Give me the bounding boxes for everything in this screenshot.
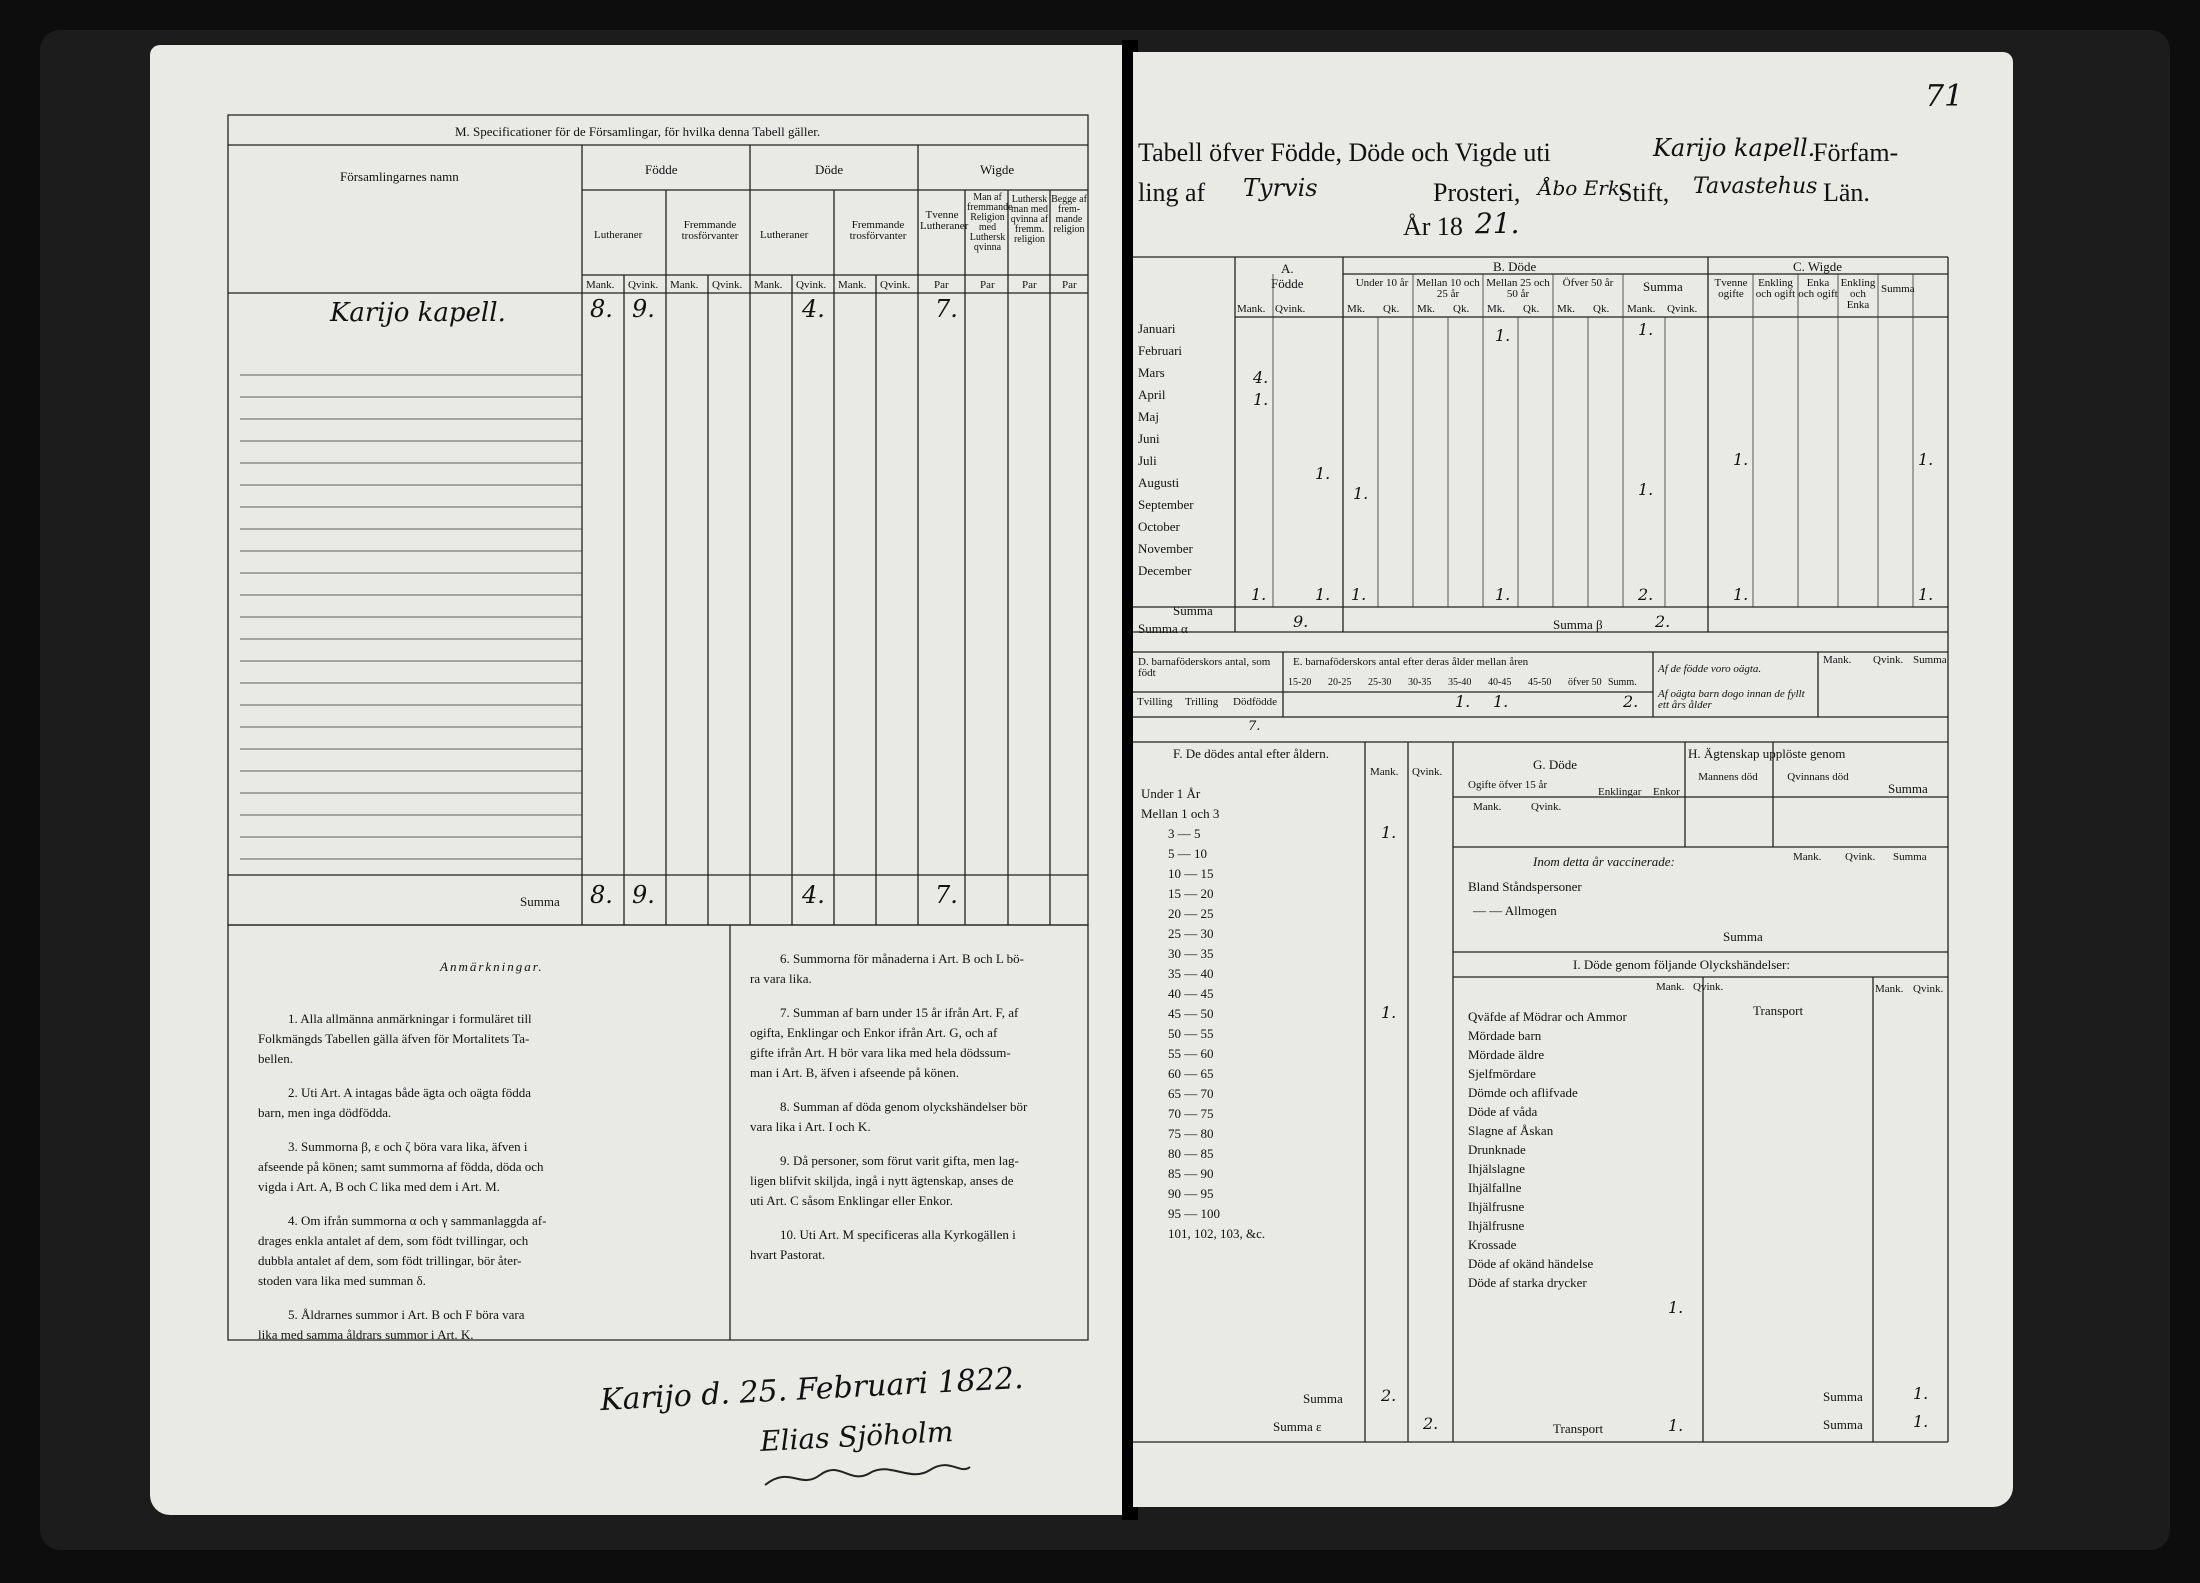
anm-title: Anmärkningar.: [440, 959, 544, 974]
title-lan: Län.: [1823, 178, 1870, 207]
f-summa-val: 2.: [1381, 1386, 1397, 1405]
f-age-label: 35 — 40: [1168, 966, 1214, 981]
f-age-label: 25 — 30: [1168, 926, 1214, 941]
title-lan-hw: Tavastehus: [1693, 174, 1818, 199]
mark-jan-b-25-50: 1.: [1495, 326, 1511, 345]
i-accident-label: Döde af våda: [1468, 1104, 1538, 1119]
note-left-line: 3. Summorna β, ε och ζ böra vara lika, äfven i: [288, 1139, 528, 1154]
k-summa-label-2: Summa: [1823, 1417, 1863, 1432]
i-mank: Mank.: [1656, 981, 1685, 993]
month-label: September: [1138, 497, 1194, 512]
i-qvink: Qvink.: [1693, 981, 1724, 993]
summa-alpha: Summa α: [1138, 621, 1188, 636]
par-4: Par: [1062, 279, 1077, 291]
mark-summa-a-qvink: 1.: [1315, 585, 1331, 604]
f-age-label: 15 — 20: [1168, 886, 1214, 901]
e-40-45: 1.: [1493, 692, 1509, 711]
f-age-label: 60 — 65: [1168, 1066, 1214, 1081]
i-accident-label: Sjelfmördare: [1468, 1066, 1536, 1081]
note-right-line: ra vara lika.: [750, 971, 812, 986]
f-age-label: Under 1 År: [1141, 786, 1201, 801]
mank-dode-luth: Mank.: [754, 279, 783, 291]
vacc-summa: Summa: [1723, 929, 1763, 944]
f-title: F. De dödes antal efter åldern.: [1173, 746, 1329, 761]
summa-fodde-qvink: 9.: [632, 881, 655, 909]
sub-tvenne: Tvenne Lutheraner: [920, 209, 969, 232]
f-age-label: 30 — 35: [1168, 946, 1214, 961]
b-10-25-mk: Mk.: [1417, 303, 1436, 315]
note-right-line: gifte ifrån Art. H bör vara lika med hela dödssum-: [750, 1045, 1011, 1060]
i-accident-label: Ihjälfrusne: [1468, 1218, 1525, 1233]
spec-title: M. Specificationer för de Församlingar, för hvilka denna Tabell gäller.: [455, 124, 821, 139]
mark-juli-c-enka: 1.: [1733, 450, 1749, 469]
i-accident-label: Drunknade: [1468, 1142, 1526, 1157]
f-mank: Mank.: [1370, 766, 1399, 778]
mark-alpha-val: 9.: [1293, 612, 1309, 631]
e-age-label: 30-35: [1408, 677, 1432, 688]
title-line1a: Tabell öfver Födde, Döde och Vigde uti: [1138, 138, 1551, 167]
note-left-line: Folkmängds Tabellen gälla äfven för Mortalitets Ta-: [258, 1031, 530, 1046]
b-25-50-mk: Mk.: [1487, 303, 1506, 315]
e-age-label: 40-45: [1488, 677, 1512, 688]
i-accident-label: Döde af starka drycker: [1468, 1275, 1587, 1290]
note-left-line: lika med samma åldrars summor i Art. K.: [258, 1327, 474, 1342]
col-fodde: Födde: [645, 162, 678, 177]
signature-place-date: Karijo d. 25. Februari 1822.: [599, 1360, 1025, 1419]
ogta-summa: Summa: [1913, 654, 1947, 666]
mark-summa-a-mank: 1.: [1251, 585, 1267, 604]
note-right-line: uti Art. C såsom Enklingar eller Enkor.: [750, 1193, 953, 1208]
f-age-label: 75 — 80: [1168, 1126, 1214, 1141]
b-summa-mank: Mank.: [1627, 303, 1656, 315]
f-qvink: Qvink.: [1412, 766, 1443, 778]
note-left-line: barn, men inga dödfödda.: [258, 1105, 392, 1120]
i-okand-val: 1.: [1668, 1298, 1684, 1317]
note-left-line: 1. Alla allmänna anmärkningar i formuläret till: [288, 1011, 532, 1026]
b-10-25: Mellan 10 och 25 år: [1416, 277, 1480, 300]
note-right-line: 10. Uti Art. M specificeras alla Kyrkogällen i: [780, 1227, 1016, 1242]
notes-left: [258, 995, 718, 1345]
g-enklingar: Enklingar: [1598, 786, 1642, 798]
summa-wigde-par: 7.: [935, 881, 958, 909]
mark-aug-b-summa: 1.: [1638, 480, 1654, 499]
title-year-prefix: År 18: [1403, 212, 1463, 241]
c-summa: Summa: [1881, 283, 1915, 295]
transport-head: Transport: [1753, 1003, 1804, 1018]
summa-beta: Summa β: [1553, 617, 1603, 632]
b-over50-qk: Qk.: [1593, 303, 1610, 315]
title-stift-hw: Åbo Erk.: [1538, 176, 1627, 200]
col-forsamling: Församlingarnes namn: [340, 169, 459, 184]
b-10-25-qk: Qk.: [1453, 303, 1470, 315]
ogta-qvink: Qvink.: [1873, 654, 1904, 666]
month-label: November: [1138, 541, 1193, 556]
row1-fodde-qvink: 9.: [632, 295, 655, 323]
k-summa-val-1: 1.: [1913, 1384, 1929, 1403]
f-40-45-val: 1.: [1381, 1003, 1397, 1022]
g-mank: Mank.: [1473, 801, 1502, 813]
c-enka: Enka och ogift: [1798, 277, 1838, 300]
note-right-line: ligen blifvit skiljda, ingå i nytt ägtenskap, anses de: [750, 1173, 1014, 1188]
ogta-mank: Mank.: [1823, 654, 1852, 666]
qvink-fodde-frem: Qvink.: [712, 279, 743, 291]
summa-fodde-mank: 8.: [590, 881, 613, 909]
c-enkling-enka: Enkling och Enka: [1840, 277, 1876, 311]
f-age-label: 20 — 25: [1168, 906, 1214, 921]
summa-label: Summa: [520, 894, 560, 909]
k-summa-label-1: Summa: [1823, 1389, 1863, 1404]
mank-fodde-luth: Mank.: [586, 279, 615, 291]
e-age-label: 45-50: [1528, 677, 1552, 688]
f-age-label: 3 — 5: [1168, 826, 1201, 841]
row1-fodde-mank: 8.: [590, 295, 613, 323]
sub-fremmande-dode: Fremmande trosförvanter: [849, 219, 907, 242]
sec-a: A.: [1281, 261, 1294, 276]
title-year-hw: 21.: [1475, 207, 1520, 240]
e-summa: 2.: [1623, 692, 1639, 711]
i-accident-label: Mördade barn: [1468, 1028, 1542, 1043]
c-tvenne: Tvenne ogifte: [1714, 277, 1748, 300]
transport-val: 1.: [1668, 1416, 1684, 1435]
f-age-label: 50 — 55: [1168, 1026, 1214, 1041]
i-accident-label: Ihjälslagne: [1468, 1161, 1526, 1176]
mark-aug-b-u10: 1.: [1353, 484, 1369, 503]
d-dodfodde: Dödfödde: [1233, 696, 1277, 708]
qvink-dode-luth: Qvink.: [796, 279, 827, 291]
a-mank: Mank.: [1237, 303, 1266, 315]
month-label: Maj: [1138, 409, 1159, 424]
note-right-line: 9. Då personer, som förut varit gifta, men lag-: [780, 1153, 1019, 1168]
a-qvink: Qvink.: [1275, 303, 1306, 315]
col-dode: Döde: [815, 162, 844, 177]
month-label: Juli: [1138, 453, 1157, 468]
g-qvink: Qvink.: [1531, 801, 1562, 813]
mark-juli-c-summa: 1.: [1918, 450, 1934, 469]
h-title: H. Ägtenskap upplöste genom: [1688, 746, 1846, 761]
sec-a-label: Födde: [1271, 276, 1304, 291]
f-3-5-val: 1.: [1381, 823, 1397, 842]
note-right-line: ogifta, Enklingar och Enkor ifrån Art. G, och af: [750, 1025, 998, 1040]
f-age-label: 80 — 85: [1168, 1146, 1214, 1161]
sec-c: C. Wigde: [1793, 259, 1843, 274]
g-enkor: Enkor: [1653, 786, 1680, 798]
title-prosteri-hw: Tyrvis: [1243, 174, 1318, 202]
note-left-line: bellen.: [258, 1051, 294, 1066]
left-page: [150, 45, 1130, 1515]
h-qvinnans: Qvinnans död: [1787, 771, 1849, 783]
month-label: Mars: [1138, 365, 1165, 380]
k-mank-head: Mank.: [1875, 983, 1904, 995]
mank-fodde-frem: Mank.: [670, 279, 699, 291]
b-over50: Öfver 50 år: [1562, 277, 1614, 289]
h-mannens: Mannens död: [1698, 771, 1758, 783]
note-right-line: 7. Summan af barn under 15 år ifrån Art. F, af: [780, 1005, 1019, 1020]
month-label: Februari: [1138, 343, 1183, 358]
e-age-label: öfver 50: [1568, 677, 1602, 688]
sub-lutheraner-dode: Lutheraner: [760, 229, 809, 241]
right-page: [1133, 52, 2013, 1507]
e-age-label: 15-20: [1288, 677, 1312, 688]
month-label: April: [1138, 387, 1166, 402]
g-title: G. Döde: [1533, 757, 1578, 772]
f-age-label: 40 — 45: [1168, 986, 1214, 1001]
note-left-line: 5. Åldrarnes summor i Art. B och F böra vara: [288, 1307, 525, 1322]
signature-name: Elias Sjöholm: [759, 1414, 955, 1459]
i-accident-label: Slagne af Åskan: [1468, 1123, 1554, 1138]
note-right-line: man i Art. B, äfven i afseende på könen.: [750, 1065, 960, 1080]
note-left-line: 4. Om ifrån summorna α och γ sammanlaggda af-: [288, 1213, 547, 1228]
par-2: Par: [980, 279, 995, 291]
i-accident-label: Krossade: [1468, 1237, 1517, 1252]
title-stift: Stift,: [1618, 178, 1670, 207]
mark-beta-val: 2.: [1655, 612, 1671, 631]
signature-flourish: [760, 1455, 980, 1495]
note-left-line: drages enkla antalet af dem, som födt tvillingar, och: [258, 1233, 529, 1248]
f-age-label: 70 — 75: [1168, 1106, 1214, 1121]
vacc-qvink: Qvink.: [1845, 851, 1876, 863]
mark-summa-c-summa: 1.: [1918, 585, 1934, 604]
g-ogifte: Ogifte öfver 15 år: [1468, 779, 1548, 791]
h-summa: Summa: [1888, 781, 1928, 796]
d-dodfodde-val: 7.: [1248, 719, 1261, 734]
ogta-2: Af oägta barn dogo innan de fyllt ett års ålder: [1658, 688, 1805, 711]
par-1: Par: [934, 279, 949, 291]
e-title: E. barnaföderskors antal efter deras ålder mellan åren: [1293, 656, 1529, 668]
f-age-label: 10 — 15: [1168, 866, 1214, 881]
month-label: October: [1138, 519, 1180, 534]
sub-man-fremmande: Man af fremmande Religion med Luthersk qvinna: [967, 192, 1013, 253]
summa-eps: Summa ε: [1273, 1419, 1322, 1434]
month-label: Juni: [1138, 431, 1160, 446]
e-age-label: 25-30: [1368, 677, 1392, 688]
row1-wigde-par: 7.: [935, 295, 958, 323]
mark-summa-b-25-50: 1.: [1495, 585, 1511, 604]
d-trilling: Trilling: [1185, 696, 1219, 708]
parish-name: Karijo kapell.: [330, 298, 506, 328]
note-right-line: vara lika i Art. I och K.: [750, 1119, 871, 1134]
b-summa: Summa: [1643, 279, 1683, 294]
month-label: Augusti: [1138, 475, 1180, 490]
page-number: 71: [1925, 79, 1964, 114]
sub-fremmande-fodde: Fremmande trosförvanter: [681, 219, 739, 242]
f-age-label: 85 — 90: [1168, 1166, 1214, 1181]
note-left-line: dubbla antalet af dem, som födt trillingar, bör åter-: [258, 1253, 522, 1268]
vacc-stand: Bland Ståndspersoner: [1468, 879, 1582, 894]
f-age-label: 101, 102, 103, &c.: [1168, 1226, 1266, 1241]
f-age-label: Mellan 1 och 3: [1141, 806, 1220, 821]
ogta-1: Af de födde voro oägta.: [1658, 663, 1762, 675]
d-title: D. barnaföderskors antal, som födt: [1138, 656, 1271, 679]
note-right-line: hvart Pastorat.: [750, 1247, 826, 1262]
i-accident-label: Ihjälfrusne: [1468, 1199, 1525, 1214]
b-over50-mk: Mk.: [1557, 303, 1576, 315]
note-left-line: afseende på könen; samt summorna af födda, döda och: [258, 1159, 544, 1174]
title-line2a: ling af: [1138, 178, 1206, 207]
transport-label: Transport: [1553, 1421, 1604, 1436]
d-tvilling: Tvilling: [1137, 696, 1173, 708]
c-enkling: Enkling och ogift: [1755, 277, 1796, 300]
month-label: Januari: [1138, 321, 1176, 336]
qvink-fodde-luth: Qvink.: [628, 279, 659, 291]
sub-lutheraner-fodde: Lutheraner: [594, 229, 643, 241]
note-left-line: 2. Uti Art. A intagas både ägta och oägta födda: [288, 1085, 531, 1100]
mark-summa-b-u10: 1.: [1351, 585, 1367, 604]
f-summa-eps-val: 2.: [1423, 1414, 1439, 1433]
f-age-label: 55 — 60: [1168, 1046, 1214, 1061]
e-35-40: 1.: [1455, 692, 1471, 711]
i-accident-label: Mördade äldre: [1468, 1047, 1545, 1062]
note-right-line: 8. Summan af döda genom olyckshändelser bör: [780, 1099, 1028, 1114]
mark-summa-b-summa: 2.: [1638, 585, 1654, 604]
f-age-label: 65 — 70: [1168, 1086, 1214, 1101]
k-qvink-head: Qvink.: [1913, 983, 1944, 995]
month-label: December: [1138, 563, 1192, 578]
summa-row-label: Summa: [1173, 603, 1213, 618]
e-age-label: 35-40: [1448, 677, 1472, 688]
title-line1b: Förfam-: [1813, 138, 1899, 167]
b-25-50: Mellan 25 och 50 år: [1486, 277, 1550, 300]
vacc-allmogen: — — Allmogen: [1473, 903, 1557, 918]
i-accident-label: Qväfde af Mödrar och Ammor: [1468, 1009, 1627, 1024]
row1-dode-qvink: 4.: [802, 295, 825, 323]
b-u10-qk: Qk.: [1383, 303, 1400, 315]
mank-dode-frem: Mank.: [838, 279, 867, 291]
notes-right: [750, 935, 1080, 1265]
sec-b: B. Döde: [1493, 259, 1537, 274]
f-age-label: 5 — 10: [1168, 846, 1207, 861]
par-3: Par: [1022, 279, 1037, 291]
note-left-line: stoden vara lika med summan δ.: [258, 1273, 426, 1288]
mark-summa-c-enka: 1.: [1733, 585, 1749, 604]
f-summa-label: Summa: [1303, 1391, 1343, 1406]
vacc-mank: Mank.: [1793, 851, 1822, 863]
i-accident-label: Ihjälfallne: [1468, 1180, 1522, 1195]
vacc-title: Inom detta år vaccinerade:: [1533, 854, 1675, 869]
vacc-summa-head: Summa: [1893, 851, 1927, 863]
sub-begge: Begge af frem- mande religion: [1051, 194, 1087, 235]
note-right-line: 6. Summorna för månaderna i Art. B och L bö-: [780, 951, 1024, 966]
i-accident-label: Dömde och aflifvade: [1468, 1085, 1578, 1100]
summa-dode-qvink: 4.: [802, 881, 825, 909]
k-summa-val-2: 1.: [1913, 1412, 1929, 1431]
mark-juli-a-qvink: 1.: [1315, 464, 1331, 483]
b-u10-mk: Mk.: [1347, 303, 1366, 315]
qvink-dode-frem: Qvink.: [880, 279, 911, 291]
title-parish: Karijo kapell.: [1653, 134, 1816, 162]
f-age-label: 45 — 50: [1168, 1006, 1214, 1021]
i-accident-label: Döde af okänd händelse: [1468, 1256, 1594, 1271]
e-age-label: 20-25: [1328, 677, 1352, 688]
mark-jan-b-summa: 1.: [1638, 320, 1654, 339]
b-summa-qvink: Qvink.: [1667, 303, 1698, 315]
note-left-line: vigda i Art. A, B och C lika med dem i Art. M.: [258, 1179, 500, 1194]
f-age-label: 90 — 95: [1168, 1186, 1214, 1201]
f-age-label: 95 — 100: [1168, 1206, 1220, 1221]
mark-mars-a-mank: 4.: [1253, 368, 1269, 387]
title-prosteri: Prosteri,: [1433, 178, 1521, 207]
b-25-50-qk: Qk.: [1523, 303, 1540, 315]
sub-luthersk-man: Luthersk man med qvinna af fremm. religion: [1010, 194, 1049, 245]
col-wigde: Wigde: [980, 162, 1015, 177]
b-under10: Under 10 år: [1355, 277, 1409, 289]
i-title: I. Döde genom följande Olyckshändelser:: [1573, 957, 1790, 972]
mark-april-a-mank: 1.: [1253, 390, 1269, 409]
e-age-label: Summ.: [1608, 677, 1637, 688]
